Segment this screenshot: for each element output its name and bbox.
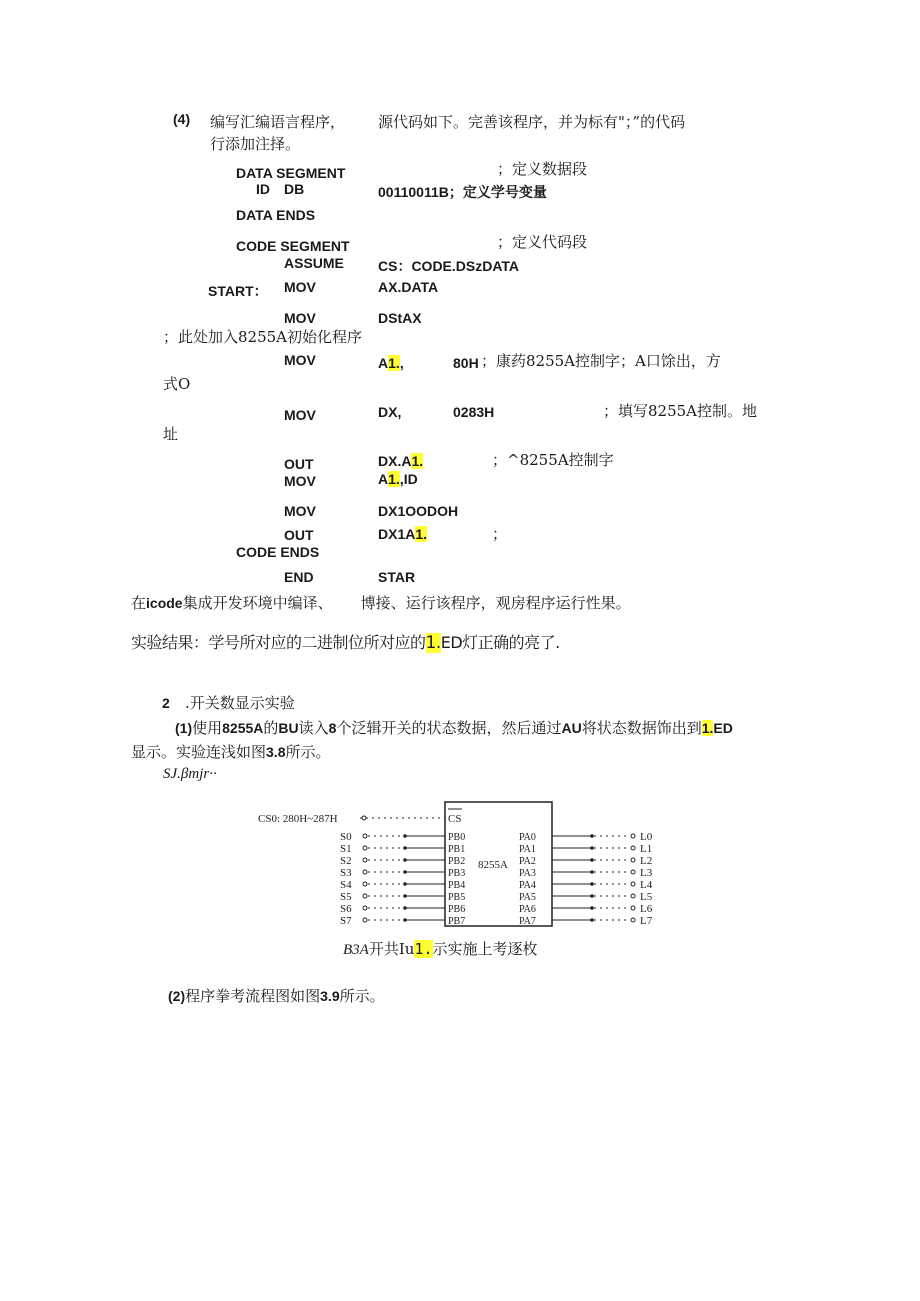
caption-a: 开共 (368, 940, 399, 958)
code-line-12-instr: MOV (284, 473, 316, 489)
pb-node (403, 894, 407, 898)
p1-au: AU (561, 720, 582, 736)
pb-node (403, 870, 407, 874)
led-label: L5 (640, 891, 653, 903)
p2-a: 显示。实验连浅如图 (131, 743, 267, 761)
code-line-5-operand: CS：CODE.DSzDATA (378, 258, 520, 274)
code-line-14-operand-pre: DX1A (378, 526, 416, 542)
code-line-11-instr: OUT (284, 456, 314, 472)
step4-line1b: 源代码如下。完善该程序，并为标有"；”的代码 (378, 113, 686, 131)
code-line-10-instr: MOV (284, 407, 316, 423)
pb-node (403, 918, 407, 922)
led-terminal (631, 894, 635, 898)
p2-b: 所示。 (285, 743, 331, 761)
cs-label: CS0: 280H~287H (258, 813, 338, 825)
code-line-9-value: 80H (453, 355, 479, 371)
led-terminal (631, 834, 635, 838)
pa-node (590, 870, 594, 874)
result-pre: 实验结果：学号所对应的二进制位所对应的 (131, 633, 426, 652)
code-line-11-operand-highlight: 1. (411, 453, 424, 469)
pb-node (403, 906, 407, 910)
code-line-11-operand (378, 452, 423, 470)
result-line (131, 634, 560, 652)
code-line-8-comment: ；此处加入8255A初始化程序 (163, 328, 363, 346)
after-code-text (131, 594, 631, 612)
p1-ed: ED (713, 720, 733, 736)
p1-8255: 8255A (222, 720, 264, 736)
cs-terminal (362, 816, 366, 820)
step2-line (168, 987, 385, 1005)
step2-a: 程序拳考流程图如图 (185, 987, 321, 1005)
code-line-9-operand-post: , (399, 355, 404, 371)
pa-node (590, 918, 594, 922)
led-terminal (631, 858, 635, 862)
code-line-5-instr: ASSUME (284, 255, 344, 271)
code-line-6-label: START： (208, 283, 268, 299)
after-code-post: 博接、运行该程序，观房程序运行性果。 (360, 594, 631, 612)
code-line-3-instr: DATA ENDS (236, 207, 316, 223)
pb-node (403, 858, 407, 862)
pa-pin: PA2 (519, 856, 536, 867)
switch-label: S5 (340, 891, 352, 903)
section2-para2 (131, 743, 331, 761)
pb-node (403, 846, 407, 850)
code-line-10-operand: DX, (378, 404, 402, 420)
led-terminal (631, 906, 635, 910)
pa-node (590, 894, 594, 898)
step2-fig: 3.9 (320, 988, 340, 1004)
code-line-7-operand: DStAX (378, 310, 422, 326)
pb-pin: PB3 (448, 868, 466, 879)
code-line-10-comment: ；填写8255A控制。地 (603, 402, 758, 420)
p1-bu: BU (278, 720, 299, 736)
led-label: L0 (640, 831, 653, 843)
code-line-9-operand-highlight: 1. (388, 355, 400, 371)
pb-pin: PB5 (448, 892, 466, 903)
section2-para1 (175, 719, 733, 737)
caption-pre: B3A (343, 942, 369, 958)
code-line-9-instr: MOV (284, 352, 316, 368)
section2-number: 2 (162, 695, 170, 711)
led-label: L7 (640, 915, 653, 927)
code-line-14-comment: ； (492, 525, 508, 543)
code-line-2-instr: DB (284, 181, 305, 197)
code-line-10-wrap: 址 (163, 425, 179, 443)
code-line-16-operand: STAR (378, 569, 416, 585)
after-code-mid: 集成开发环境中编译、 (182, 594, 333, 612)
step4-line2: 行添加注择。 (210, 135, 301, 153)
pa-pin: PA3 (519, 868, 536, 879)
p1-highlight: 1. (701, 720, 714, 736)
after-code-icode: icode (146, 595, 183, 611)
caption-b: 示实施上考逐枚 (432, 940, 538, 958)
code-line-9-operand-pre: A (378, 355, 389, 371)
step4-line1a: 编写汇编语言程序， (210, 113, 346, 131)
pa-node (590, 882, 594, 886)
code-line-14-operand-highlight: 1. (415, 526, 428, 542)
code-line-11-operand-pre: DX.A (378, 453, 412, 469)
p1-num: (1) (175, 720, 193, 736)
pb-pin: PB6 (448, 904, 466, 915)
code-line-13-instr: MOV (284, 503, 316, 519)
code-line-6-instr: MOV (284, 279, 316, 295)
led-label: L6 (640, 903, 653, 915)
led-label: L3 (640, 867, 653, 879)
garbled-text: SJ.βmjr·· (163, 766, 217, 782)
led-label: L2 (640, 855, 653, 867)
section2-title: .开关数显示实验 (185, 694, 295, 712)
code-line-9-operand (378, 354, 404, 372)
switch-terminal (363, 834, 367, 838)
chip-label: 8255A (478, 859, 508, 871)
result-highlight: 1. (425, 633, 441, 653)
cs-pin: CS (448, 813, 462, 825)
pa-pin: PA1 (519, 844, 536, 855)
switch-label: S3 (340, 867, 352, 879)
code-line-16-instr: END (284, 569, 314, 585)
step-number: (4) (173, 111, 191, 127)
switch-label: S4 (340, 879, 352, 891)
code-line-4-comment: ；定义代码段 (497, 233, 588, 251)
code-line-4-instr: CODE SEGMENT (236, 238, 350, 254)
result-post: ED灯正确的亮了. (440, 633, 560, 652)
led-terminal (631, 882, 635, 886)
code-line-12-operand-post: ,ID (399, 471, 418, 487)
code-line-1-instr: DATA SEGMENT (236, 165, 346, 181)
pa-node (590, 858, 594, 862)
p1-b: 的 (263, 719, 279, 737)
code-line-9-wrap: 式O (163, 375, 191, 393)
switch-label: S7 (340, 915, 352, 927)
figure-caption (343, 940, 538, 959)
pb-pin: PB4 (448, 880, 466, 891)
led-terminal (631, 846, 635, 850)
pa-pin: PA5 (519, 892, 536, 903)
pa-pin: PA4 (519, 880, 536, 891)
pa-pin: PA6 (519, 904, 536, 915)
code-line-14-instr: OUT (284, 527, 314, 543)
p1-a: 使用 (192, 719, 223, 737)
caption-iu: Iu (398, 940, 415, 958)
switch-terminal (363, 882, 367, 886)
p1-d: 个泛辑开关的状态数据，然后通过 (336, 719, 562, 737)
pb-node (403, 882, 407, 886)
switch-terminal (363, 894, 367, 898)
pb-pin: PB7 (448, 916, 466, 927)
code-line-6-operand: AX.DATA (378, 279, 439, 295)
code-line-2-operand: 00110011B；定义学号变量 (378, 184, 547, 200)
switch-terminal (363, 870, 367, 874)
pa-node (590, 846, 594, 850)
code-line-1-comment: ；定义数据段 (497, 160, 588, 178)
code-line-12-operand (378, 470, 418, 488)
caption-highlight: 1. (414, 940, 433, 958)
switch-terminal (363, 918, 367, 922)
p1-8: 8 (328, 720, 337, 736)
code-line-9-comment: ；康药8255A控制字；A口馀出，方 (481, 352, 721, 370)
led-label: L1 (640, 843, 653, 855)
pb-pin: PB2 (448, 856, 466, 867)
code-line-15-instr: CODE ENDS (236, 544, 320, 560)
pb-node (403, 834, 407, 838)
pa-pin: PA0 (519, 832, 536, 843)
switch-label: S1 (340, 843, 352, 855)
switch-terminal (363, 846, 367, 850)
step2-b: 所示。 (339, 987, 385, 1005)
led-terminal (631, 870, 635, 874)
code-line-2-label: ID (256, 181, 270, 197)
figure-8255a-wiring (0, 796, 920, 936)
led-terminal (631, 918, 635, 922)
pb-pin: PB0 (448, 832, 466, 843)
pa-node (590, 906, 594, 910)
code-line-14-operand (378, 525, 427, 543)
code-line-10-value: 0283H (453, 404, 495, 420)
pa-node (590, 834, 594, 838)
pb-pin: PB1 (448, 844, 466, 855)
code-line-12-operand-pre: A (378, 471, 389, 487)
switch-terminal (363, 858, 367, 862)
code-line-12-operand-highlight: 1. (388, 471, 400, 487)
switch-label: S2 (340, 855, 352, 867)
switch-label: S0 (340, 831, 352, 843)
p2-fig: 3.8 (266, 744, 286, 760)
step2-num: (2) (168, 988, 186, 1004)
switch-terminal (363, 906, 367, 910)
after-code-pre: 在 (131, 594, 147, 612)
code-line-11-comment: ；^8255A控制字 (492, 451, 614, 469)
p1-c: 读入 (298, 719, 329, 737)
led-label: L4 (640, 879, 653, 891)
code-line-13-operand: DX1OODOH (378, 503, 459, 519)
pa-pin: PA7 (519, 916, 536, 927)
code-line-7-instr: MOV (284, 310, 316, 326)
p1-e: 将状态数据饰出到 (581, 719, 702, 737)
switch-label: S6 (340, 903, 352, 915)
